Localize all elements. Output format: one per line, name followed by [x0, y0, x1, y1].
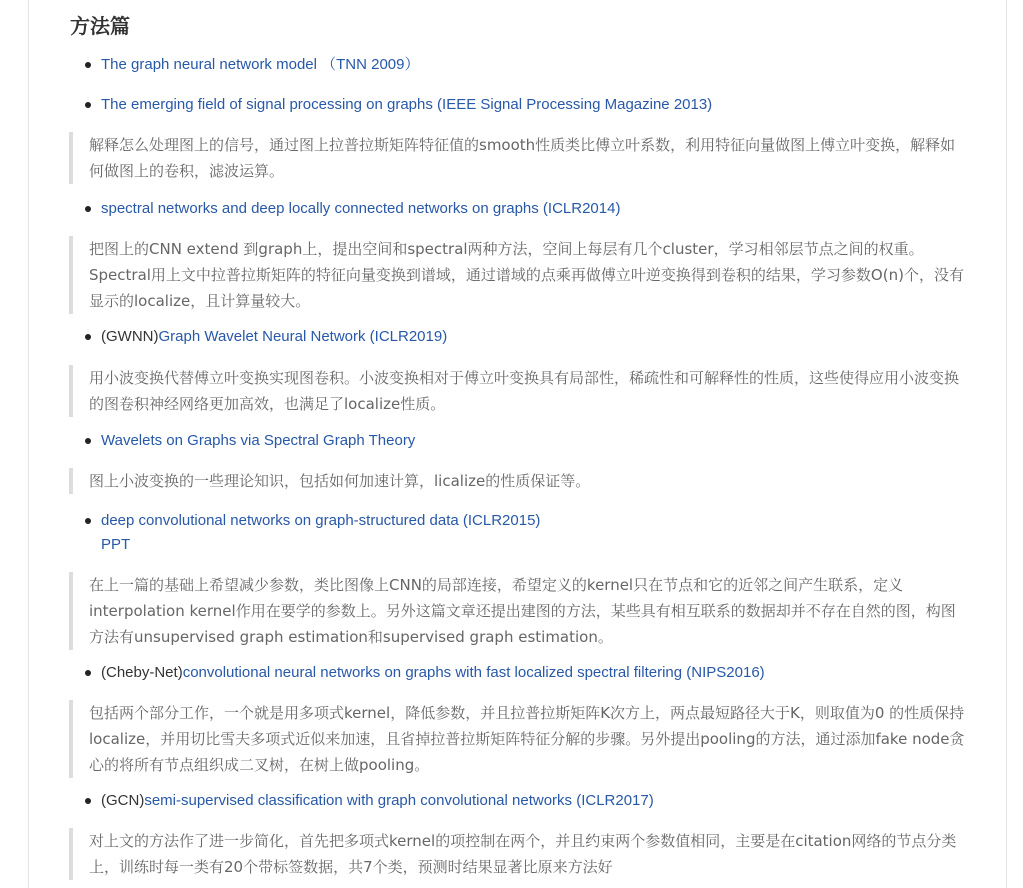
paper-link[interactable]: convolutional neural networks on graphs with fast localized spectral filtering (NIPS2016)	[182, 664, 765, 681]
list-item	[101, 197, 620, 221]
blockquote-summary: 图上小波变换的一些理论知识，包括如何加速计算，licalize的性质保证等。	[69, 468, 969, 494]
paper-link[interactable]: The emerging field of signal processing on graphs (IEEE Signal Processing Magazine 2013)	[101, 96, 713, 113]
list-item	[101, 789, 654, 813]
bullet-icon	[85, 62, 91, 68]
paper-link[interactable]: spectral networks and deep locally connected networks on graphs (ICLR2014)	[101, 200, 621, 217]
blockquote-summary: 对上文的方法作了进一步简化，首先把多项式kernel的项控制在两个，并且约束两个参数值相同，主要是在citation网络的节点分类上，训练时每一类有20个带标签数据，共7个类，预测时结果显著比原来方法好	[69, 828, 969, 880]
bullet-icon	[85, 798, 91, 804]
bullet-icon	[85, 518, 91, 524]
bullet-icon	[85, 206, 91, 212]
blockquote-summary: 解释怎么处理图上的信号，通过图上拉普拉斯矩阵特征值的smooth性质类比傅立叶系数，利用特征向量做图上傅立叶变换，解释如何做图上的卷积，滤波运算。	[69, 132, 969, 184]
model-prefix: (GCN)	[101, 792, 145, 809]
ppt-link[interactable]: PPT	[101, 536, 131, 553]
bullet-icon	[85, 102, 91, 108]
model-prefix: (GWNN)	[101, 328, 159, 345]
paper-link[interactable]: semi-supervised classification with graph convolutional networks (ICLR2017)	[144, 792, 654, 809]
blockquote-summary: 用小波变换代替傅立叶变换实现图卷积。小波变换相对于傅立叶变换具有局部性，稀疏性和可解释性的性质，这些使得应用小波变换的图卷积神经网络更加高效，也满足了localize性质。	[69, 365, 969, 417]
model-prefix: (Cheby-Net)	[101, 664, 183, 681]
paper-link[interactable]: deep convolutional networks on graph-structured data (ICLR2015)	[101, 512, 541, 529]
bullet-icon	[85, 670, 91, 676]
list-item	[101, 53, 420, 77]
list-item	[101, 429, 415, 453]
article-content	[28, 0, 1007, 888]
list-item	[101, 661, 765, 685]
blockquote-summary: 在上一篇的基础上希望减少参数，类比图像上CNN的局部连接，希望定义的kernel只在节点和它的近邻之间产生联系，定义interpolation kernel作用在要学的参数上。另外这篇文章还提出建图的方法，某些具有相互联系的数据却并不存在自然的图，构图方法有unsupervised graph estimation和supervised graph estimation。	[69, 572, 969, 650]
bullet-icon	[85, 438, 91, 444]
blockquote-summary: 把图上的CNN extend 到graph上，提出空间和spectral两种方法，空间上每层有几个cluster，学习相邻层节点之间的权重。Spectral用上文中拉普拉斯矩阵的特征向量变换到谱域，通过谱域的点乘再做傅立叶逆变换得到卷积的结果，学习参数O(n)个，没有显示的localize，且计算量较大。	[69, 236, 969, 314]
paper-link[interactable]: Graph Wavelet Neural Network (ICLR2019)	[158, 328, 448, 345]
blockquote-summary: 包括两个部分工作，一个就是用多项式kernel，降低参数，并且拉普拉斯矩阵K次方上，两点最短路径大于K，则取值为0 的性质保持localize，并用切比雪夫多项式近似来加速，且省掉拉普拉斯矩阵特征分解的步骤。另外提出pooling的方法，通过添加fake node贪心的将所有节点组织成二叉树，在树上做pooling。	[69, 700, 969, 778]
bullet-icon	[85, 334, 91, 340]
list-item	[101, 509, 540, 557]
section-title: 方法篇	[70, 14, 130, 38]
list-item	[101, 325, 447, 349]
paper-link[interactable]: Wavelets on Graphs via Spectral Graph Theory	[101, 432, 416, 449]
list-item	[101, 93, 712, 117]
paper-link[interactable]: The graph neural network model （TNN 2009）	[101, 56, 420, 73]
